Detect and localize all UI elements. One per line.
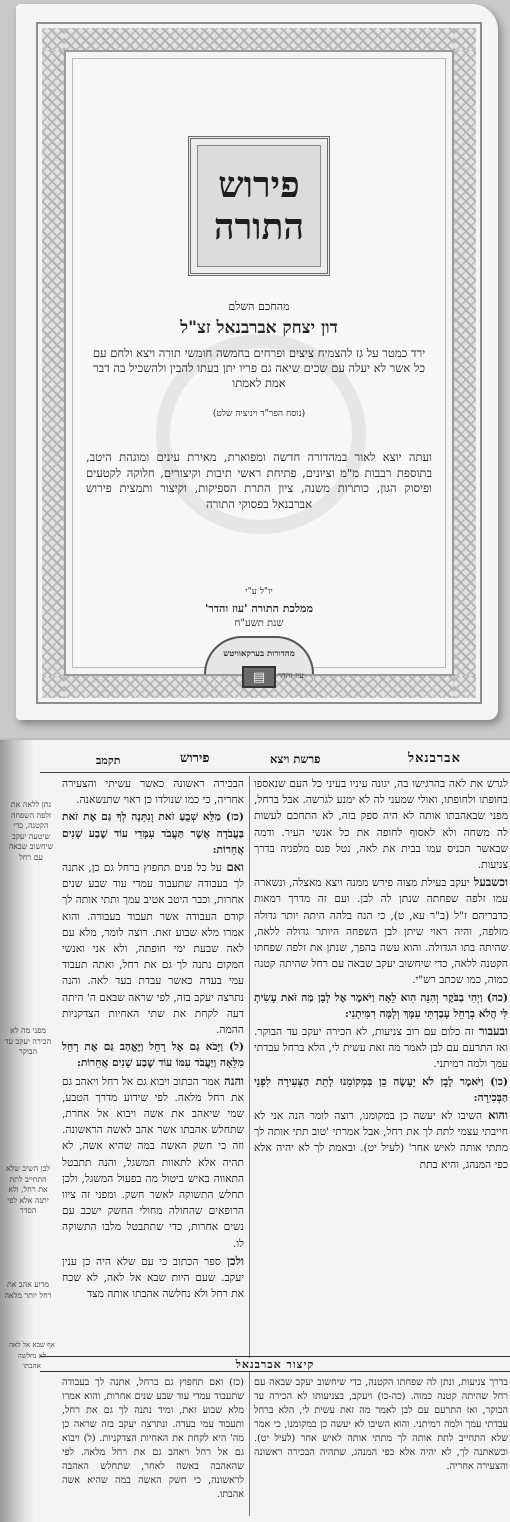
lead-word: והנה — [220, 1073, 244, 1088]
publisher-logo — [242, 666, 276, 688]
torah-verse: (כז) מַלֵּא שְׁבֻעַ זֹאת וְנִתְּנָה לְךָ גַּם אֶת זֹאת בַּעֲבֹדָה אֲשֶׁר תַּעֲבֹד עִמָּדִי עוֹד שֶׁבַע שָׁנִים אֲחֵרוֹת: — [62, 811, 244, 856]
kitzur-left-text: (כז) ואם תחפוץ גם ברחל, אתנה לך בעבודה שתעבוד עמדי עוד שבע שנים אחרות, והוא אמרו מלא שבוע זאת, ומיד נתנה לך גם את רחל, ותעבוד עמי בעדה. ונתרצה יעקב בזה שראה כן מה' היא לקחת את האחיות הצדקניות. (ל) ויבוא גם אל רחל ויאהב גם את רחל מלאה. לפי שהאהבה באשה לאחר, שתחלש האהבה לראשונה, כי חשק האשה במה שהיא אשה אהבתו. — [62, 1377, 244, 1500]
title-box-inner — [197, 145, 321, 267]
lead-word: והוא — [482, 1108, 508, 1123]
margin-note: אף שבא אל לאה לא נחלשה אהבתו — [8, 1341, 55, 1370]
commentary-paragraph — [254, 1023, 508, 1073]
publisher-series-arch: מהדורות בערקאוויטש — [204, 636, 314, 674]
inner-page-photo — [0, 738, 510, 1522]
commentary-paragraph: הבכירה ראשונה כאשר עשיתי והצעירה אחריה, כי כמו שנולדו כן ראוי שתנשאנה. — [62, 778, 244, 807]
lead-word: ואם — [221, 860, 244, 875]
header-rule — [40, 772, 510, 773]
paragraph-text: השיבו לא יעשה כן במקומנו, רוצה לומר הנה אני לא חייבתי עצמי לתת לך את רחל, אבל אמרתי 'טוב תתי אותה לך מתתי אותה לאיש אחר' (לעיל יט). ובאמת לך לא יהיה אלא כפי המנהג, והיא בתת — [254, 1110, 508, 1171]
publisher-logo-label: עוז והדר — [278, 671, 304, 680]
paragraph-text: זה כלום עם רוב צניעות, לא הכירה יעקב עד הבוקר. ואז התרעם עם לבן לאמר מה זאת עשית לי, הלא ברחל עבדתי עמך ולמה רמיתני. — [254, 1026, 508, 1071]
paragraph-text: אמר הכתוב ויבוא גם אל רחל ויאהב גם את רחל מלאה. לפי שידוע מדרך הטבע, שמי שיאהב את אשה ויבוא אל אחרת, שתחלש אהבתו אשר אהב לאשה הראשונה. וזה כי חשק האשה במה שהיא אשה, לא תהיה אלא לתאוות המשגל, והנה תתבטל התאווה באיש ביטול מה בפעול המשגל, ולכן תחלש התשוקה לאשר חשק. ומפני זה ציוו הרופאים שהחולה מחולי החשק ישכב עם נשים אחרות, כדי שתתבטל מלבו התשוקה לו. — [62, 1075, 244, 1250]
published-by-label: יו"ל ע"י — [245, 587, 273, 597]
edition-description: ועתה יוצא לאור במהדורה חדשה ומפוארת, מאירת עינים ומוגהת היטב, בתוספת רבבות מ"מ וציונים, פתיחת ראשי תיבות וקיצורים, חלוקה לקטעים ופיסוק הגון, כותרות משנה, ציון התרת הספיקות, וקיצור ותמצית פירוש אברבנאל בפסוקי התורה — [86, 450, 432, 511]
author-name: דון יצחק אברבנאל זצ"ל — [180, 318, 338, 338]
commentary-paragraph — [254, 874, 508, 988]
page-number: תקמב — [96, 754, 121, 767]
lead-word: ובעבור — [473, 1024, 508, 1039]
commentary-paragraph — [62, 859, 244, 1038]
margin-note: נתן ללאה את זלפה השפחה הקטנה, כדי שיטעה יעקב שיחשוב שבאה עם רחל — [8, 800, 54, 862]
margin-note: מדוע אהב את רחל יותר מלאה — [4, 1280, 52, 1300]
running-head-parasha: פרשת ויצא — [270, 752, 321, 766]
commentary-paragraph — [254, 1107, 508, 1173]
inner-page-sheet — [0, 740, 510, 1522]
running-head-author: אברבנאל — [408, 751, 461, 766]
author-prefix: מהחכם השלם — [228, 300, 290, 313]
title-page-sheet — [16, 4, 498, 720]
title-box — [188, 136, 330, 276]
kitzur-section-title: קיצור אברבנאל — [228, 1358, 322, 1371]
publication-year: שנת תשע"ח — [234, 618, 284, 629]
commentary-paragraph — [62, 1253, 244, 1303]
margin-note: מפני מה לא הכירה יעקב עד הבוקר — [4, 1026, 52, 1056]
lead-word: ולכן — [220, 1253, 244, 1268]
print-source-note: (נוסח הפר"ד ויניציה שלט) — [212, 409, 306, 419]
lead-word: וכשבעל — [469, 875, 508, 890]
book-title-line-2: התורה — [213, 206, 305, 248]
torah-verse: (ל) וַיָּבֹא גַּם אֶל רָחֵל וַיֶּאֱהַב גַּם אֶת רָחֵל מִלֵּאָה וַיַּעֲבֹד עִמּוֹ עוֹד שֶׁבַע שָׁנִים אֲחֵרוֹת: — [62, 1041, 244, 1070]
torah-verse: (כה) וַיְהִי בַבֹּקֶר וְהִנֵּה הִוא לֵאָה וַיֹּאמֶר אֶל לָבָן מַה זֹּאת עָשִׂיתָ לִּי הֲלֹא בְרָחֵל עָבַדְתִּי עִמָּךְ וְלָמָּה רִמִּיתָנִי: — [254, 991, 508, 1020]
book-description: ירד כמטר על גז להצמיח ציצים ופרחים בחמשה חומשי תורה ויצא ולחם עם כל אשר לא יעלה עם שכים שיאה גם פריו יתן בעתו להבין ולהשכיל בה דבר אמת לאמתו — [92, 346, 426, 390]
running-head-perush: פירוש — [180, 751, 210, 766]
book-title-line-1: פירוש — [218, 164, 300, 206]
paragraph-text: יעקב בעילת מצוה פירש ממנה ויצא מאצלה, ונשארה עמו זלפה שפחתה שנתן לה לבן. ועם זה מדרך רמאות כדבריהם ז"ל (ב"ר עא, ט), כי הנה בלהה היתה יותר גדולה מזלפה, והיה ראוי שיתן לבן השפחה היותר גדולה ללאה, שהיתה בתו הגדולה. והוא עשה בהפך, שנתן את זלפה שפחתו הקטנה ללאה, כדי שיחשוב יעקב שבאה עם רחל שהיתה קטנה כמוה, כמו שכתב רש"י. — [254, 877, 508, 987]
title-page-photo — [0, 0, 510, 738]
torah-verse: (כו) וַיֹּאמֶר לָבָן לֹא יֵעָשֶׂה כֵן בִּמְקוֹמֵנוּ לָתֵת הַצְּעִירָה לִפְנֵי הַבְּכִירָה: — [254, 1075, 508, 1104]
paragraph-text: ספר הכתוב כי עם שלא היה כן ענין יעקב. שעם היות שבא אל לאה, לא שכח את רחל ולא נחלשה אהבתו אותה מצד — [62, 1255, 244, 1301]
right-text-column — [254, 776, 508, 1356]
left-text-column — [62, 776, 244, 1356]
kitzur-right-text: בדרך צניעות, ונתן לה שפחתו הקטנה, כדי שיחשוב יעקב שבאה עם רחל שהיתה קטנה כמוה. (כה-כו) ויעקב, בצניעותו לא הכירה עד הבוקר, ואז התרעם עם לבן לאמר מה זאת עשית לי, הלא ברחל עבדתי עמך ולמה רמיתני. והוא השיבו לא יעשה כן במקומנו, כי אמר שלא התחייב לתת אותה לך מתתי אותה לאיש אחר (לעיל יט). וכשאתנה לך, לא יהיה אלא כפי המנהג, שתהיה הבכירה ראשונה והצעירה אחריה. — [254, 1377, 508, 1472]
paragraph-text: על כל פנים תחפוץ ברחל גם כן, אתנה לך בעבודה שתעבוד עמדי עוד שבע שנים אחרות, וכבר היטב אטיב עמך ותתי אותה לך קודם העבודה אשר תעבוד בעבורה. והוא אמרו מלא שבוע זאת. רוצה לומר, מלא עם לאה שבעת ימי חופתה, ולא אני ואנשי המקום נתנה לך גם את רחל, ואתה תעבוד עמי בעדה כאשר עבדת בעד לאה. והנה נתרצה יעקב בזה, לפי שראה שבאם ה' היתה דעה לקחת את שתי האחיות הצדקניות ההמה. — [62, 862, 244, 1037]
margin-note: לבן השיב שלא התחייב לתת את רחל, ולא יתנה אלא לפי הסדר — [5, 1164, 50, 1215]
column-divider — [249, 776, 250, 1516]
commentary-paragraph: לגרש את לאה בהרגישו בה, יגונה עיניו בעיני כל העם שנאספו בחופתו ולחופתו, ואולי שמעני לה לא ימנע לגרשה. אבל ברחל, מפני שבאהבתו אותה לא היה ספק בזה, לא התחכם לעשות לה משחה ולא לאסוף לחופה את כל אנשי העיר. ודמה שבאשר הכניס עמו בבית את לאה, נטל פנס מלפניה בדרך צניעות. — [254, 778, 508, 872]
commentary-paragraph — [62, 1073, 244, 1252]
kitzur-section-bar — [40, 1356, 510, 1372]
publisher-name: ממלכת התורה 'עוז והדר' — [204, 602, 314, 615]
book-icon: ▤ — [252, 669, 266, 685]
